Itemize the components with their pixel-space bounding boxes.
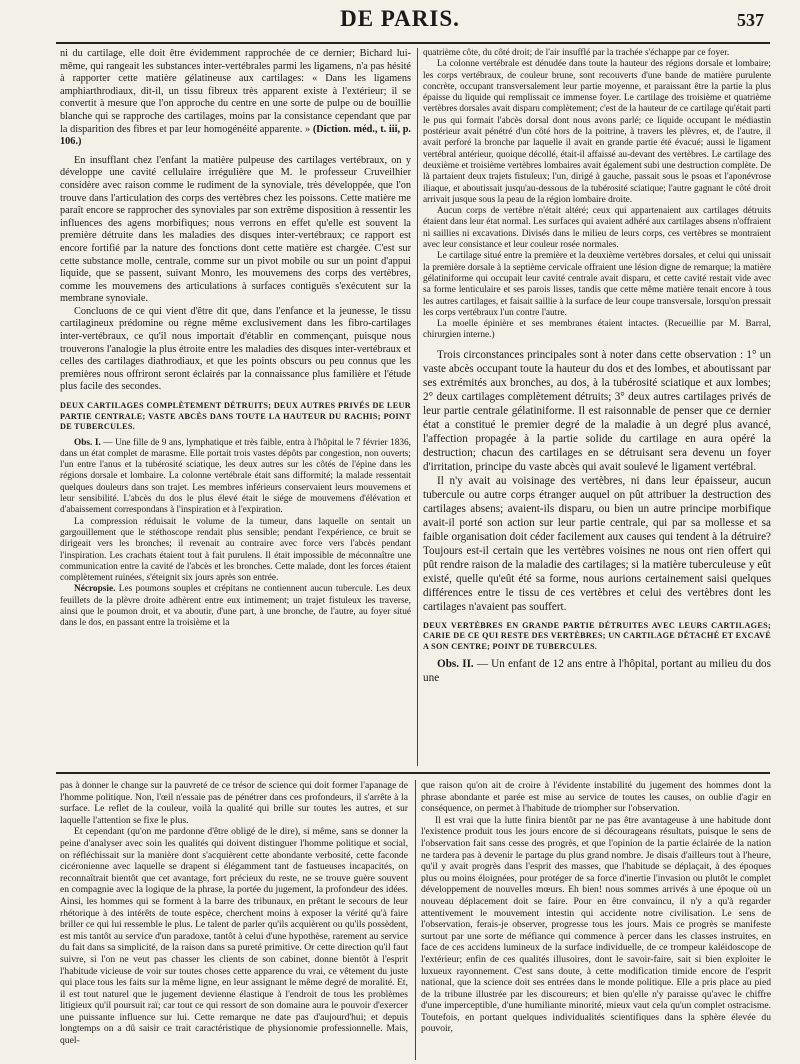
- observation-label: Obs. II.: [437, 658, 474, 671]
- paragraph: que raison qu'on ait de croire à l'évidente instabilité du jugement des hommes dont la phrase abondante et parée est mise au service de toutes les causes, on oublie d'agir en conséquence, on permet à l'habitude de triompher sur l'observation.: [421, 780, 771, 815]
- column-separator-top: [417, 48, 418, 766]
- paragraph: quatrième côte, du côté droit; de l'air insufflé par la trachée s'échappe par ce foyer.: [423, 48, 730, 58]
- paragraph: Aucun corps de vertèbre n'était altéré; ceux qui appartenaient aux cartilages détruits étaient dans leur état normal. Les surfaces qui avaient adhéré aux cartilages absens n'offraient ni saillies ni excavations. Divisés dans le milieu de leurs corps, ces vertèbres se montraient avec leur consistance et leur couleur rosée normales.: [423, 206, 771, 251]
- page-title: DE PARIS.: [340, 6, 460, 31]
- paragraph: La colonne vertébrale est dénudée dans toute la hauteur des régions dorsale et lombaire; les corps vertébraux, de couleur brune, sont recouverts d'une bande de matière purulente concrète, occupant transversalement leur partie moyenne, et paraissant être la partie la plus épaisse du liquide qui remplissait ce immense foyer. Le cartilage des troisième et quatrième vertèbres dorsales avait disparu complètement; c'est de la hauteur de ce cartilage qu'était parti le pus qui formait l'abcès dorsal dont nous avons parlé; ce liquide occupant le médiastin postérieur avait pénétré d'un côté hors de la poitrine, à travers les plèvres, et, de l'autre, il avait perforé la bronche par laquelle il avait en grande partie été évacué; aussi le ligament vertébral antérieur, quoique décollé, était-il affaissé au-devant des vertèbres. Le cartilage des deuxième et troisième vertèbres lombaires avait également subi une destruction complète. De là partaient deux trajets fistuleux; l'un, dirigé à gauche, passait sous le psoas et l'aponévrose iliaque, et aboutissait jusqu'au-dessous de la tubérosité sciatique; l'autre gagnant le côté droit arrivait jusque sous la peau de la région lombaire droite.: [423, 59, 771, 205]
- feuilleton-rule: [56, 772, 770, 774]
- paragraph: Concluons de ce qui vient d'être dit que, dans l'enfance et la jeunesse, le tissu cartilagineux prédomine ou règne même exclusivement dans les fibro-cartilages inter-vertébraux, ce qu'il nous importait d'établir en commençant, puisque nous trouverons l'analogie la plus étroite entre les maladies des disques inter-vertébraux et celles des cartilages diathrodiaux, et que les points obscurs ou peu connus que les premières nous offriront seront éclairés par la connaissance plus familière et l'étude plus facile des secondes.: [60, 305, 411, 393]
- paragraph: En insufflant chez l'enfant la matière pulpeuse des cartilages vertébraux, on y développe une cavité cellulaire irrégulière que M. le professeur Cruveilhier considère avec raison comme le rudiment de la synoviale, très développée, que l'on trouve dans l'articulation des corps des vertèbres chez les poissons. Cette matière me paraît encore se rapprocher des synoviales par son extrême disposition à ressentir les influences des agens morbifiques; nous verrons en effet qu'elle est souvent la première détruite dans les maladies des disques inter-vertébraux; ce rapport est encore fortifié par la nature des fonctions dont cette matière est chargée. C'est sur cette substance molle, centrale, comme sur un pivot mobile ou sur un point d'appui liquide, que se passent, suivant Monro, les mouvemens des corps des vertèbres, comme les mouvemens des articulations à surfaces contiguës s'exécutent sur la membrane synoviale.: [60, 154, 411, 305]
- column-separator-bottom: [415, 780, 416, 1060]
- header-rule: [56, 42, 770, 44]
- paragraph: Il n'y avait au voisinage des vertèbres, ni dans leur épaisseur, aucun tubercule ou autre corps étranger auquel on pût attribuer la destruction des cartilages absens; avaient-ils disparu, ou bien un autre principe morbifique avait-il porté son action sur leur partie centrale, qui par sa mollesse et sa faible organisation doit céder facilement aux causes qui tendent à la détruire? Toujours est-il certain que les vertèbres voisines ne nous ont rien offert qui pût rendre raison de la maladie des cartilages; si la matière tuberculeuse y eût existé, quelle qu'eût été sa forme, nous aurions certainement saisi quelques différences entre le tissu de ces vertèbres et celui des vertèbres dont les cartilages n'avaient pas souffert.: [423, 474, 771, 613]
- top-right-column: [423, 48, 771, 768]
- top-left-column: [60, 48, 411, 768]
- paragraph: Il est vrai que la lutte finira bientôt par ne pas être avantageuse à une habitude dont l'existence produit tous les jours encore de si décourageans résultats, puisque le sens de l'observation fait sans cesse des progrès, et que l'opinion de la partie éclairée de la nation ne tardera pas à devenir le partage du plus grand nombre. Je disais d'ailleurs tout à l'heure, qu'il y avait progrès dans l'esprit des masses, que l'habitude se déplaçait, à des époques plus ou moins éloignées, pour protéger de sa force d'inertie l'invasion ou plutôt le complet développement de nouvelles mœurs. Eh bien! nous sommes arrivés à une époque où un nouveau déplacement doit se faire. Pour en être convaincu, il n'y a qu'à regarder attentivement le mouvement intestin qui accidente notre civilisation. Le sens de l'observation, ferais-je observer, progresse tous les jours. Mais ce progrès se manifeste surtout par une sorte de méfiance qui commence à percer dans les classes instruites, en face de ces accidens lumineux de la surface individuelle, de ce trompeur kaléidoscope de l'extérieur; enfin de ces qualités illusoires, dont le savoir-faire, sait si bien exploiter le luxueux rayonnement. C'est sans doute, à cette modification timide encore de l'esprit national, que la science doit ses entrées dans le monde politique. Elle a pris place au pied de la tribune illustrée par les discoureurs; et bien qu'elle n'y paraisse qu'avec le chiffre d'une imperceptible, d'une humiliante minorité, mieux vaut cela qu'un complet ostracisme. Toutefois, en portant quelques individualités scientifiques dans la sphère élevée du pouvoir,: [421, 814, 771, 1035]
- paragraph: [60, 48, 411, 149]
- page-header: [0, 6, 800, 40]
- paragraph: [423, 657, 771, 685]
- paragraph-text: — Un enfant de 12 ans entre à l'hôpital, portant au milieu du dos une: [423, 658, 771, 685]
- bottom-right-column: [421, 780, 771, 1060]
- paragraph: Le cartilage situé entre la première et la deuxième vertèbres dorsales, et celui qui unissait la première dorsale à la septième cervicale offraient une lésion digne de remarque; la matière gélatiniforme qui occupait leur cavité centrale avait disparu, et cette cavité restait vide avec sa forme lenticulaire et ses parois lisses, tandis que cette même matière tenait encore à tous les autres cartilages, et faisait saillie à la surface de leur coupe transversale, lorsqu'on pressait les corps vertébraux l'un contre l'autre.: [423, 251, 771, 318]
- necropsie-label: Nécropsie.: [74, 584, 116, 595]
- paragraph: [60, 584, 411, 629]
- paragraph: Et cependant (qu'on me pardonne d'être obligé de le dire), si même, sans se donner la peine d'analyser avec soin les qualités qui doivent distinguer l'homme politique et social, on réfléchissait sur la manière dont s'acquièrent cette abondante verbosité, cette faconde cicéronienne avec laquelle se drapent si élégamment tant de fastueuses incapacités, on reconnaîtrait bientôt que cet avantage, fort précieux du reste, ne se trouve guère souvent en compagnie avec la logique de la phrase, la portée du jugement, la profondeur des idées. Ainsi, les hommes qui se forment à la barre des tribunaux, en prêtant le secours de leur rhétorique à des intérêts de toute espèce, cherchent moins à exposer la vérité qu'à faire briller ce qui lui ressemble le plus. Le talent de parler qu'ils acquièrent ou qu'ils possèdent, est mis tantôt au service d'un paradoxe, tantôt à celui d'une hypothèse, rarement au service du fait dans sa simplicité, de la raison dans sa pureté primitive. Or cette direction qu'il faut suivre, si l'on ne veut pas chasser les clients de son cabinet, donne bientôt à l'esprit l'habitude vicieuse de voir sur toutes choses cette apparence du vrai, ce vêtement du juste qui place tous les faits sur la même ligne, en leur assignant le même degré de moralité. Et, il est tout naturel que le jugement devienne élastique à l'endroit de tous les problèmes litigieux qu'il poursuit raï; car tout ce qui ressort de son domaine aura le pouvoir d'exercer une puissante influence sur lui. Cette remarque ne date pas d'aujourd'hui; et depuis longtemps on a dû saisir ce trait caractéristique de physionomie professionnelle. Mais, quel-: [60, 826, 408, 1047]
- paragraph: La moelle épinière et ses membranes étaient intactes. (Recueillie par M. Barral, chirurgien interne.): [423, 319, 771, 341]
- paragraph: pas à donner le change sur la pauvreté de ce trésor de science qui doit former l'apanage de l'homme politique. Non, l'œil n'essaie pas de pénétrer dans ces profondeurs, il s'arrête à la surface. Le reflet de la couleur, voilà la qualité qui brille sur toutes les autres, et sur laquelle l'attention se fixe le plus.: [60, 780, 408, 826]
- paragraph-text: ni du cartilage, elle doit être évidemment rapprochée de ce dernier; Bichard lui-même, qui rangeait les substances inter-vertébrales parmi les ligamens, n'a pas hésité à rapporter cette matière gélatineuse aux cartilages: « Dans les ligamens amphiarthrodiaux, dit-il, un tissu fibreux très apparent existe à l'extérieur; il se convertit à mesure que l'on approche du centre en une sorte de pulpe ou de bouillie blanche qui se rapproche des cartilages, moins par la consistance cependant que par la disparition des fibres et par leur homogénéité apparente. »: [60, 48, 411, 135]
- section-heading: DEUX VERTÈBRES EN GRANDE PARTIE DÉTRUITES AVEC LEURS CARTILAGES; CARIE DE CE QUI RESTE DES VERTÈBRES; UN CARTILAGE DÉTACHÉ ET EXCAVÉ A SON CENTRE; POINT DE TUBERCULES.: [423, 620, 771, 651]
- paragraph: La compression réduisait le volume de la tumeur, dans laquelle on sentait un gargouillement que le stéthoscope rendait plus sensible; pendant l'expérience, ce bruit se dirigeait vers les bronches; il revenait au contraire avec force vers l'abcès pendant l'inspiration. Les crachats étaient tout à fait purulens. Il était impossible de méconnaître une communication entre la cavité de l'abcès et les bronches. Cette malade, dont les forces étaient complètement ruinées, s'éteignit six jours après son entrée.: [60, 516, 411, 584]
- bottom-left-column: [60, 780, 408, 1060]
- paragraph-text: Les poumons souples et crépitans ne contiennent aucun tubercule. Les deux feuillets de la plèvre droite adhèrent entre eux intimement; un trajet fistuleux les traverse, ainsi que le poumon droit, et va aboutir, d'une part, à une bronche, de l'autre, au foyer situé dans le dos, en passant entre la troisième et la: [60, 584, 411, 629]
- section-heading: DEUX CARTILAGES COMPLÈTEMENT DÉTRUITS; DEUX AUTRES PRIVÉS DE LEUR PARTIE CENTRALE; VASTE ABCÈS DANS TOUTE LA HAUTEUR DU RACHIS; POINT DE TUBERCULES.: [60, 401, 411, 432]
- page-number: 537: [737, 10, 764, 30]
- paragraph-text: — Une fille de 9 ans, lymphatique et très faible, entra à l'hôpital le 7 février 1836, dans un état complet de marasme. Elle portait trois vastes dépôts par congestion, non ouverts; l'un entre l'anus et la tubérosité sciatique, les deux autres sur les côtés de l'épine dans les régions dorsale et lombaire. La colonne vertébrale était sans difformité; la malade ressentait quelques douleurs dans son trajet. Les membres inférieurs conservaient leurs mouvemens et leur sensibilité. L'abcès du dos le plus élevé était le siége de mouvemens d'élévation et d'abaissement correspondans à l'inspiration et à l'expiration.: [60, 437, 411, 516]
- paragraph: [60, 438, 411, 517]
- paragraph: Trois circonstances principales sont à noter dans cette observation : 1° un vaste abcès occupant toute la hauteur du dos et des lombes, et aboutissant par ses extrémités aux bronches, au dos, à la tubérosité sciatique et aux lombes; 2° deux cartilages complètement détruits; 3° deux autres cartilages privés de leur partie centrale gélatiniforme. Il est raisonnable de penser que ce dernier état a constitué le premier degré de la maladie à un degré plus avancé, l'affection propagée à la partie solide du cartilage en aura opéré la destruction; chacun des cartilages en se détruisant sera devenu un foyer d'irritation, principe du vaste abcès qui avait soulevé le ligament vertébral.: [423, 348, 771, 473]
- observation-label: Obs. I.: [74, 437, 101, 448]
- citation: (Diction. méd., t. iii, p. 106.): [60, 123, 411, 148]
